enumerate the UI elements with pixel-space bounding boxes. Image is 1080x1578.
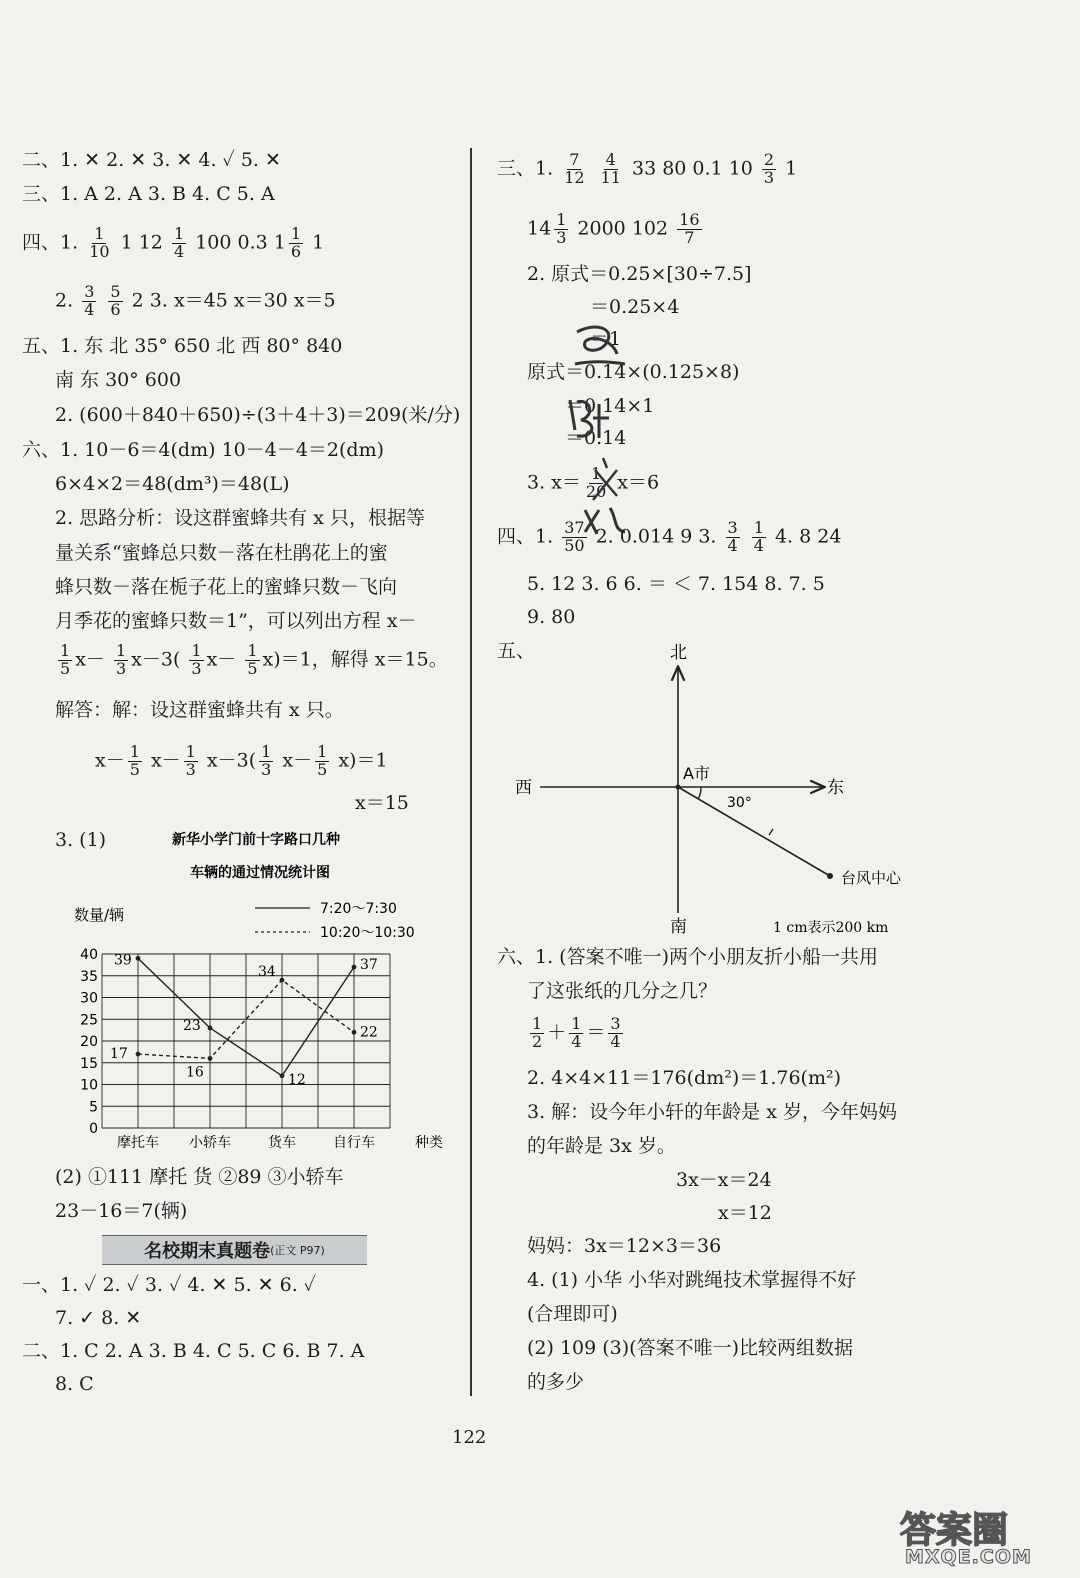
fraction: $\frac{1}{3}$ — [191, 641, 202, 678]
chart-title: 新华小学门前十字路口几种 — [172, 832, 340, 848]
section-banner: 名校期末真题卷 (正文 P97) — [102, 1235, 367, 1265]
left-sec5-line3: 2. (600＋840＋650)÷(3＋4＋3)＝209(米/分) — [55, 404, 461, 426]
fraction: $\frac{1}{5}$ — [247, 641, 258, 678]
page-number: 122 — [452, 1427, 487, 1448]
direction-diagram — [505, 638, 925, 938]
right-sec6-age-line2: 的年龄是 3x 岁。 — [527, 1135, 676, 1157]
right-sec6-age-eq1: 3x－x＝24 — [676, 1169, 772, 1191]
angle-arc — [698, 787, 701, 799]
watermark-logo: 答案圈 — [900, 1510, 1009, 1551]
left-final-sec2-line2: 8. C — [55, 1373, 94, 1395]
left-solution-result: x＝15 — [355, 792, 409, 814]
left-sec6-line1: 六、1. 10－6＝4(dm) 10－4－4＝2(dm) — [22, 439, 385, 461]
fraction: $\frac{1}{20}$ — [585, 464, 607, 501]
west-label: 西 — [515, 778, 532, 798]
fraction: $\frac{1}{2}$ — [532, 1014, 543, 1051]
left-q3-part2: (2) ①111 摩托 货 ②89 ③小轿车 — [55, 1166, 344, 1188]
x-tick-label: 自行车 — [333, 1135, 375, 1151]
fraction: $\frac{1}{3}$ — [115, 641, 127, 678]
data-point — [136, 1052, 141, 1057]
x-axis-label: 种类 — [415, 1135, 443, 1151]
left-analysis-equation: $\frac{1}{5}$ x－ $\frac{1}{3}$ x－3( $\frac{1}{3}$ x－ $\frac{1}{5}$ x)＝1，解得 x＝15。 — [60, 641, 448, 678]
right-sec6-fraction-eq: $\frac{1}{2}$ ＋ $\frac{1}{4}$ ＝ $\frac{3}{4}$ — [532, 1014, 621, 1051]
left-sec4-line1: 四、1. $\frac{1}{10}$ 1 12 $\frac{1}{4}$ 100 0.3 1 $\frac{1}{6}$ 1 — [22, 224, 325, 261]
fraction: $\frac{1}{6}$ — [290, 224, 302, 261]
right-sec3-line2: 14 $\frac{1}{3}$ 2000 102 $\frac{16}{7}$ — [527, 210, 700, 247]
fraction: $\frac{1}{5}$ — [317, 742, 328, 779]
left-final-sec1-line1: 一、1. ✓ 2. ✓ 3. ✓ 4. ✕ 5. ✕ 6. ✓ — [22, 1274, 317, 1296]
typhoon-point — [827, 873, 833, 879]
data-label: 17 — [110, 1046, 128, 1063]
data-point — [352, 965, 357, 970]
south-label: 南 — [670, 917, 687, 937]
fraction: $\frac{16}{7}$ — [679, 210, 700, 247]
fraction: $\frac{1}{3}$ — [261, 742, 272, 779]
x-tick-label: 小轿车 — [189, 1135, 231, 1151]
north-label: 北 — [670, 643, 687, 663]
left-analysis-line1: 2. 思路分析：设这群蜜蜂共有 x 只，根据等 — [55, 507, 425, 529]
y-tick-label: 10 — [80, 1077, 98, 1094]
right-sec6-age-result: 妈妈：3x＝12×3＝36 — [527, 1235, 722, 1257]
left-solution-equation: x－ $\frac{1}{5}$ x－ $\frac{1}{3}$ x－3( $\frac{1}{3}$ x－ $\frac{1}{5}$ x)＝1 — [95, 742, 388, 779]
right-sec6-area: 2. 4×4×11＝176(dm²)＝1.76(m²) — [527, 1067, 842, 1089]
data-point — [352, 1030, 357, 1035]
data-point — [280, 1073, 285, 1078]
fraction: $\frac{2}{3}$ — [763, 150, 775, 187]
fraction: $\frac{1}{3}$ — [556, 210, 567, 247]
chart-subtitle: 车辆的通过情况统计图 — [190, 865, 330, 881]
right-sec6-q4-line2: (合理即可) — [527, 1303, 618, 1325]
data-point — [208, 1026, 213, 1031]
scale-label: 1 cm表示200 km — [773, 920, 889, 936]
y-tick-label: 25 — [80, 1012, 98, 1029]
legend-label-solid: 7:20～7:30 — [320, 901, 397, 917]
x-tick-label: 摩托车 — [117, 1135, 159, 1151]
left-q3-label: 3. (1) — [55, 829, 107, 851]
fraction: $\frac{1}{5}$ — [129, 742, 140, 779]
left-final-sec1-line2: 7. ✓ 8. ✕ — [55, 1307, 142, 1329]
city-point — [676, 785, 681, 790]
right-calc-line3: ＝1 — [590, 328, 622, 350]
fraction: $\frac{7}{12}$ — [564, 150, 585, 187]
left-sec4-line2: 2. $\frac{3}{4}$ $\frac{5}{6}$ 2 3. x＝45 x＝30 x＝5 — [55, 282, 336, 319]
typhoon-label: 台风中心 — [841, 869, 902, 887]
right-sec6-line2: 了这张纸的几分之几？ — [527, 980, 718, 1002]
right-calc-line5: ＝0.14×1 — [565, 395, 655, 417]
fraction: $\frac{3}{4}$ — [610, 1014, 621, 1051]
angle-label: 30° — [727, 795, 752, 811]
y-axis-label: 数量/辆 — [74, 906, 125, 924]
fraction: $\frac{1}{4}$ — [753, 518, 764, 555]
right-calc-line4: 原式＝0.14×(0.125×8) — [527, 361, 740, 383]
x-tick-label: 货车 — [268, 1135, 296, 1151]
left-sec5-line2: 南 东 30° 600 — [55, 369, 182, 391]
left-final-sec2-line1: 二、1. C 2. A 3. B 4. C 5. C 6. B 7. A — [22, 1340, 365, 1362]
data-label: 23 — [183, 1017, 201, 1034]
left-sec6-line2: 6×4×2＝48(dm³)＝48(L) — [55, 473, 290, 495]
data-label: 22 — [360, 1024, 378, 1041]
data-label: 39 — [114, 952, 132, 969]
right-sec6-line1: 六、1. (答案不唯一)两个小朋友折小船一共用 — [497, 946, 878, 968]
right-calc-line2: ＝0.25×4 — [590, 296, 680, 318]
right-sec6-q4-line1: 4. (1) 小华 小华对跳绳技术掌握得不好 — [527, 1269, 857, 1291]
fraction: $\frac{1}{4}$ — [571, 1014, 582, 1051]
fraction: $\frac{37}{50}$ — [564, 518, 585, 555]
fraction: $\frac{1}{5}$ — [60, 641, 71, 678]
right-sec6-q4-line3: (2) 109 (3)(答案不唯一)比较两组数据 — [527, 1337, 853, 1359]
fraction: $\frac{3}{4}$ — [727, 518, 738, 555]
right-sec3-line1: 三、1. $\frac{7}{12}$ $\frac{4}{11}$ 33 80 0.1 10 $\frac{2}{3}$ 1 — [497, 150, 798, 187]
y-tick-label: 0 — [89, 1121, 98, 1137]
city-label: A市 — [683, 764, 710, 783]
y-tick-label: 35 — [80, 968, 98, 985]
data-point — [280, 978, 285, 983]
fraction: $\frac{4}{11}$ — [600, 150, 621, 187]
right-sec4-line3: 9. 80 — [527, 606, 576, 628]
right-sec4-line2: 5. 12 3. 6 6. ＝ ＜ 7. 154 8. 7. 5 — [527, 573, 825, 595]
y-tick-label: 40 — [80, 947, 98, 963]
right-calc-line6: ＝0.14 — [565, 427, 627, 449]
left-analysis-line3: 蜂只数－落在栀子花上的蜜蜂只数－飞向 — [55, 576, 398, 598]
east-label: 东 — [827, 778, 844, 798]
data-label: 12 — [288, 1071, 306, 1088]
legend-label-dashed: 10:20～10:30 — [320, 925, 415, 941]
right-sec4-line1: 四、1. $\frac{37}{50}$ 2. 0.014 9 3. $\frac{3}{4}$ $\frac{1}{4}$ 4. 8 24 — [497, 518, 842, 555]
y-tick-label: 5 — [89, 1099, 98, 1116]
data-label: 37 — [360, 957, 378, 974]
data-point — [136, 956, 141, 961]
fraction: $\frac{3}{4}$ — [84, 282, 95, 319]
right-sec6-age-eq2: x＝12 — [718, 1202, 772, 1224]
left-analysis-line4: 月季花的蜜蜂只数＝1”，可以列出方程 x－ — [55, 610, 417, 632]
right-sec6-q4-line4: 的多少 — [527, 1371, 585, 1393]
left-sec3-answers: 三、1. A 2. A 3. B 4. C 5. A — [22, 183, 275, 205]
left-analysis-line2: 量关系“蜜蜂总只数－落在杜鹃花上的蜜 — [55, 542, 388, 564]
fraction: $\frac{1}{10}$ — [89, 224, 110, 261]
right-sec6-age-line1: 3. 解：设今年小轩的年龄是 x 岁，今年妈妈 — [527, 1101, 897, 1123]
left-sec2-answers: 二、1. ✕ 2. ✕ 3. ✕ 4. ✓ 5. ✕ — [22, 149, 281, 171]
y-tick-label: 20 — [80, 1034, 98, 1050]
data-point — [208, 1056, 213, 1061]
banner-page-ref: (正文 P97) — [270, 1244, 325, 1257]
right-calc-line7: 3. x＝ $\frac{1}{20}$ x＝6 — [527, 464, 660, 501]
fraction: $\frac{5}{6}$ — [110, 282, 121, 319]
right-sec5-label: 五、 — [497, 640, 536, 662]
data-label: 34 — [258, 964, 276, 981]
left-q3-calc: 23－16＝7(辆) — [55, 1200, 188, 1222]
watermark-url: MXQE.COM — [905, 1546, 1032, 1568]
bearing-line — [678, 787, 830, 876]
left-sec5-line1: 五、1. 东 北 35° 650 北 西 80° 840 — [22, 335, 343, 357]
right-calc-line1: 2. 原式＝0.25×[30÷7.5] — [527, 263, 752, 285]
y-tick-label: 15 — [80, 1055, 98, 1072]
data-label: 16 — [186, 1064, 204, 1081]
column-divider — [470, 148, 472, 1396]
fraction: $\frac{1}{3}$ — [185, 742, 196, 779]
handwritten-scribble — [555, 320, 665, 540]
line-chart — [60, 828, 450, 1160]
y-tick-label: 30 — [80, 990, 98, 1007]
fraction: $\frac{1}{4}$ — [173, 224, 185, 261]
left-solution-line1: 解答：解：设这群蜜蜂共有 x 只。 — [55, 699, 344, 721]
